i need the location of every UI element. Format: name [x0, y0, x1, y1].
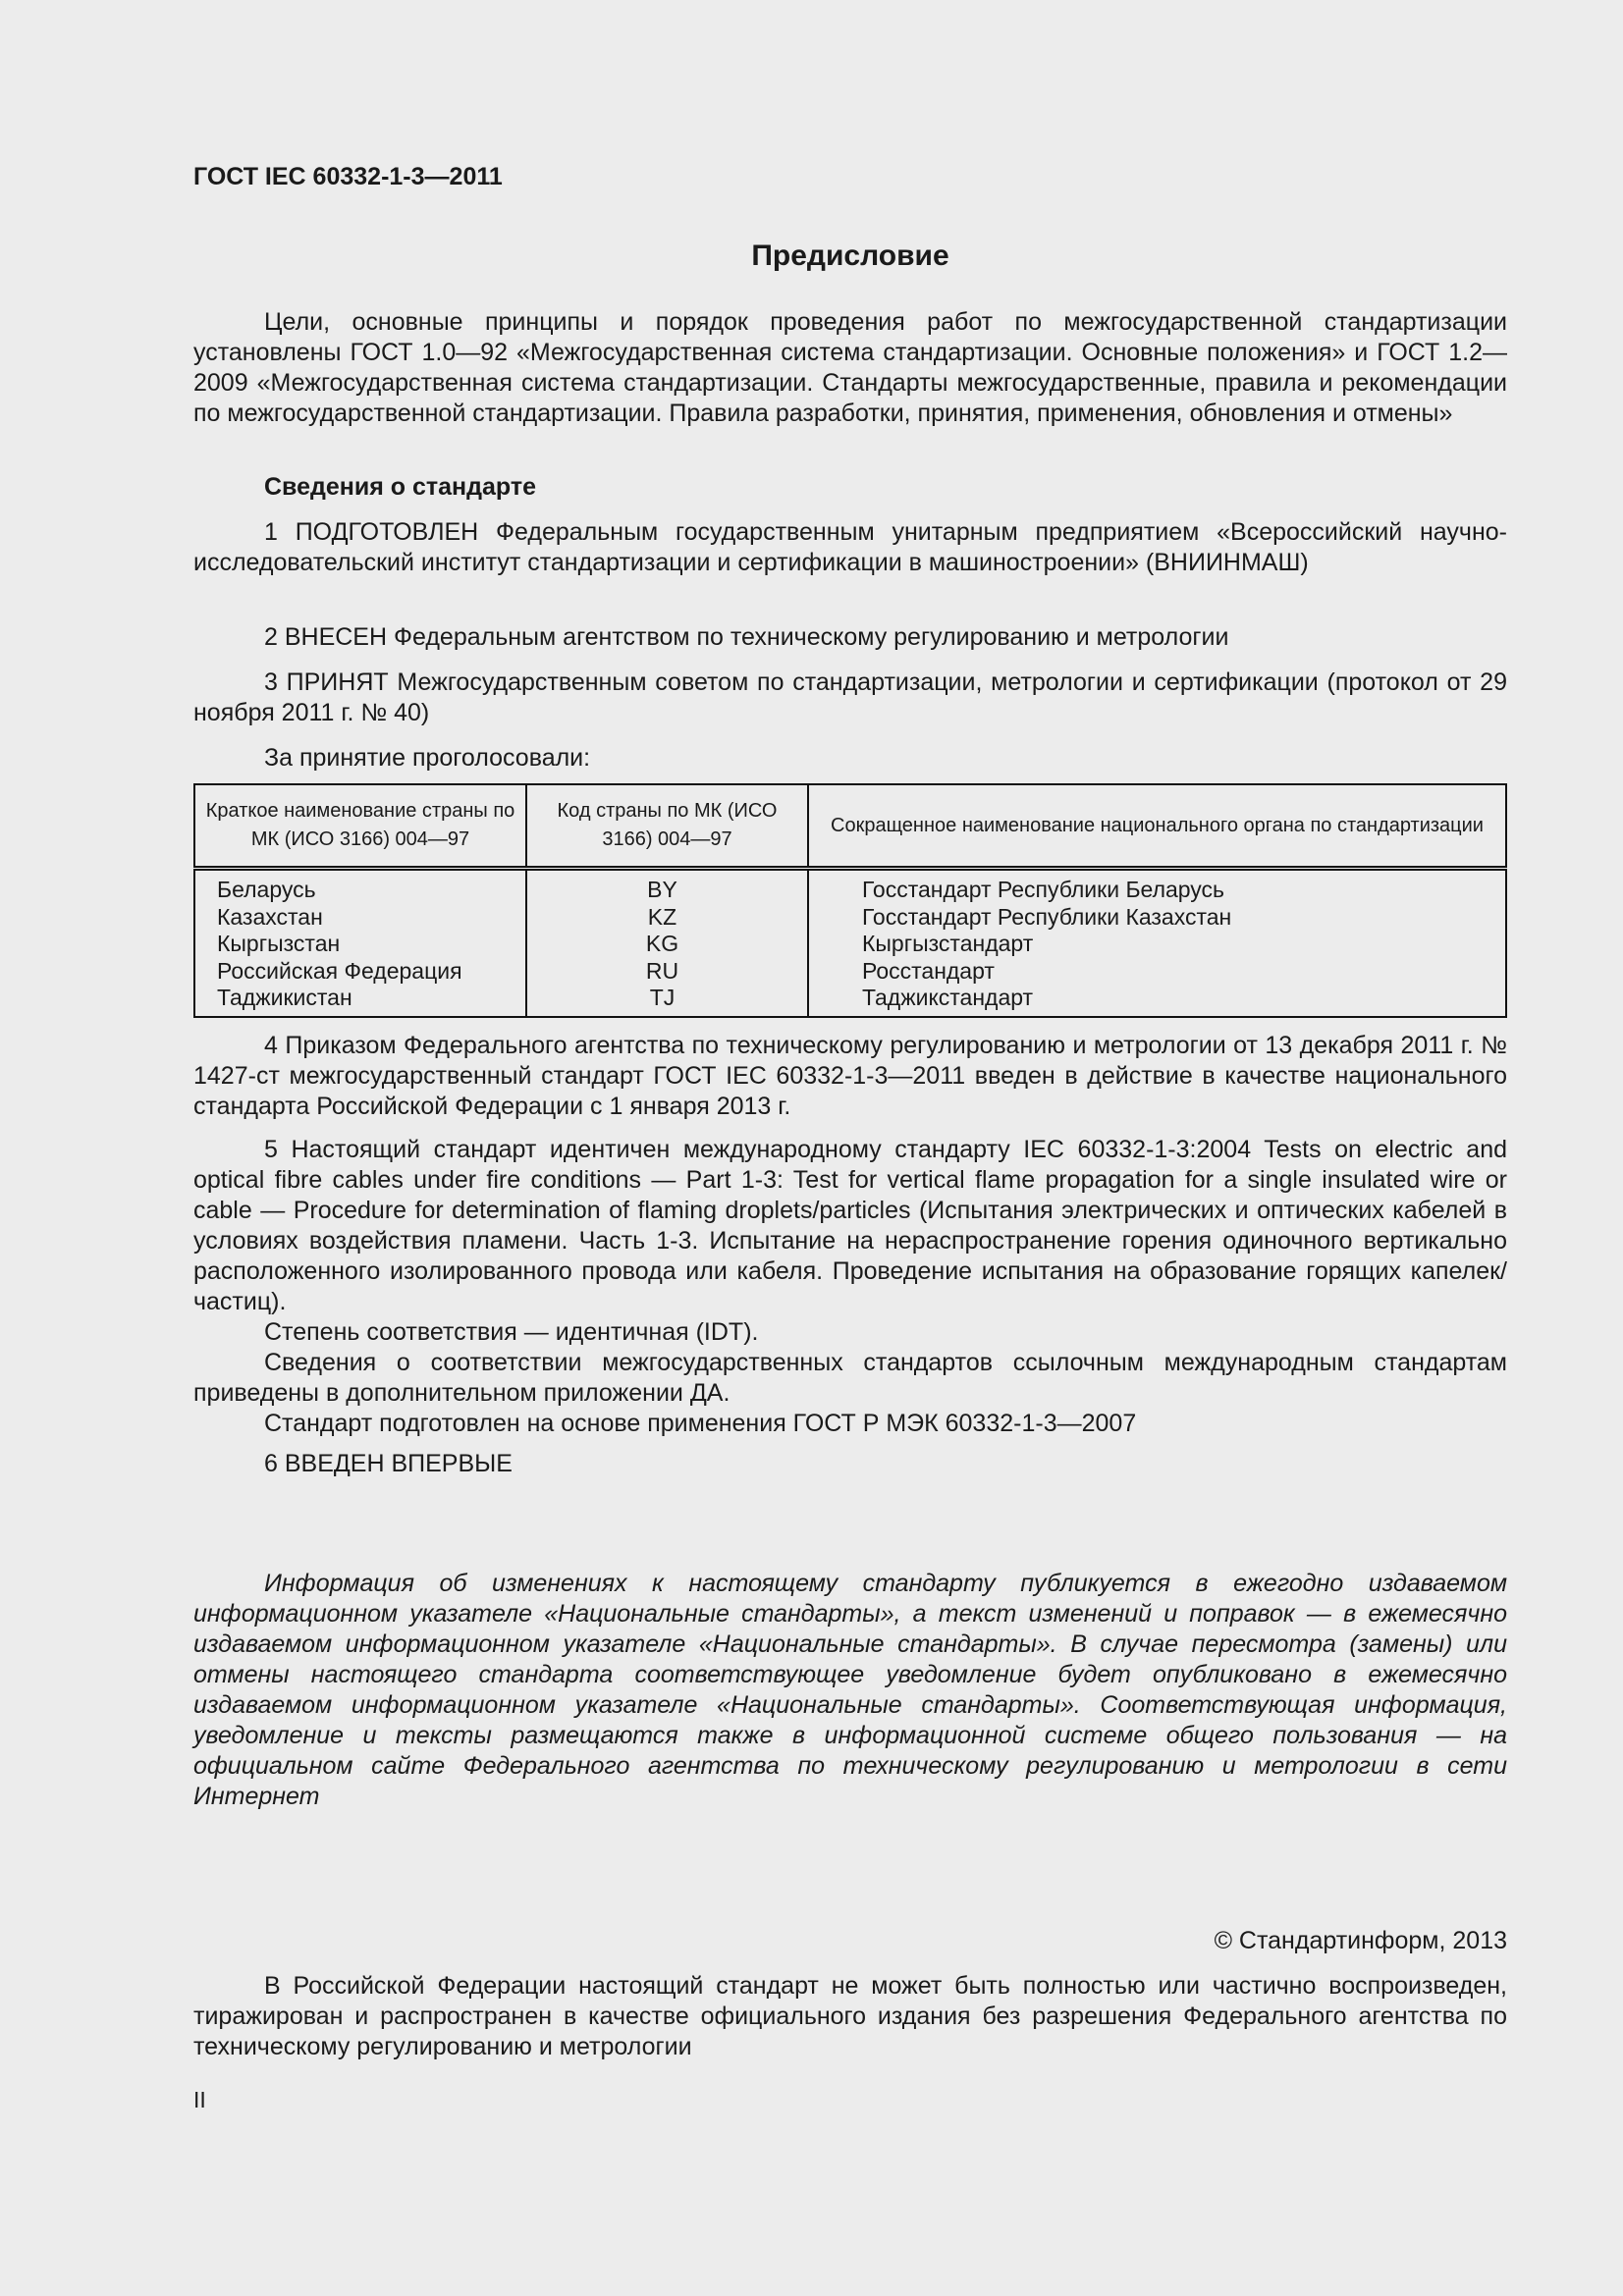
item-4-order: 4 Приказом Федерального агентства по техническому регулированию и метрологии от 13 декабря 2011 г. № 1427-ст межгосударственный стандарт ГОСТ IEC 60332-1-3—2011 введен в действие в качестве национального стандарта Российской Федерации с 1 января 2013 г. — [193, 1032, 1507, 1120]
table-cell-code: KZ — [647, 903, 677, 930]
code-column — [526, 869, 808, 1017]
table-cell-authority: Госстандарт Республики Казахстан — [862, 903, 1232, 930]
country-column — [194, 869, 526, 1017]
item-5-identity: 5 Настоящий стандарт идентичен международному стандарту IEC 60332-1-3:2004 Tests on electric and optical fibre cables under fire conditions — Part 1-3: Test for vertical flame propagation for a single insulated wire or cable — Procedure for determination of flaming droplets/particles (Испытания электрических и оптических кабелей в условиях воздействия пламени. Часть 1-3. Испытание на нераспространение горения одиночного вертикально расположенного изолированного провода или кабеля. Проведение испытания на образование горящих капелек/частиц). — [193, 1136, 1507, 1315]
item-5-block — [193, 1135, 1507, 1439]
table-cell-country: Кыргызстан — [217, 931, 341, 956]
item-3-block — [193, 667, 1507, 728]
voted-label-block — [193, 743, 1507, 774]
table-cell-code: KG — [645, 931, 679, 956]
reproduction-notice: В Российской Федерации настоящий стандарт не может быть полностью или частично воспроизведен, тиражирован и распространен в качестве официального издания без разрешения Федерального агентства по техническому регулированию и метрологии — [193, 1972, 1507, 2060]
voted-label: За принятие проголосовали: — [264, 744, 591, 772]
item-5-degree: Степень соответствия — идентичная (IDT). — [264, 1318, 759, 1346]
document-id: ГОСТ IEC 60332-1-3—2011 — [193, 163, 503, 190]
item-2-submitted: 2 ВНЕСЕН Федеральным агентством по техническому регулированию и метрологии — [264, 623, 1229, 651]
intro-paragraph: Цели, основные принципы и порядок проведения работ по межгосударственной стандартизации установлены ГОСТ 1.0—92 «Межгосударственная система стандартизации. Основные положения» и ГОСТ 1.2—2009 «Межгосударственная система стандартизации. Стандарты межгосударственные, правила и рекомендации по межгосударственной стандартизации. Правила разработки, принятия, применения, обновления и отмены» — [193, 308, 1507, 427]
item-6-introduced: 6 ВВЕДЕН ВПЕРВЫЕ — [264, 1450, 513, 1477]
item-6-block — [193, 1449, 1507, 1479]
page-number: II — [193, 2087, 206, 2112]
reproduction-block — [193, 1971, 1507, 2062]
table-cell-country: Таджикистан — [217, 985, 352, 1010]
authority-column — [808, 869, 1506, 1017]
table-header-row — [194, 784, 1506, 869]
item-3-adopted: 3 ПРИНЯТ Межгосударственным советом по стандартизации, метрологии и сертификации (протокол от 29 ноября 2011 г. № 40) — [193, 668, 1507, 726]
item-5-basis: Стандарт подготовлен на основе применения ГОСТ Р МЭК 60332-1-3—2007 — [264, 1410, 1137, 1437]
item-5-references: Сведения о соответствии межгосударственных стандартов ссылочным международным стандартам приведены в дополнительном приложении ДА. — [193, 1349, 1507, 1407]
standard-info-heading-block — [193, 472, 1507, 503]
column-header-authority: Сокращенное наименование национального органа по стандартизации — [808, 784, 1506, 869]
table-cell-code: BY — [647, 877, 677, 902]
notice-block — [193, 1569, 1507, 1812]
standard-info-heading: Сведения о стандарте — [264, 473, 537, 501]
table-cell-authority: Госстандарт Республики Беларусь — [862, 877, 1225, 902]
table-cell-country: Российская Федерация — [217, 957, 462, 984]
changes-notice: Информация об изменениях к настоящему стандарту публикуется в ежегодно издаваемом информационном указателе «Национальные стандарты», а текст изменений и поправок — в ежемесячно издаваемом информационном указателе «Национальные стандарты». В случае пересмотра (замены) или отмены настоящего стандарта соответствующее уведомление будет опубликовано в ежемесячно издаваемом информационном указателе «Национальные стандарты». Соответствующая информация, уведомление и тексты размещаются также в информационной системе общего пользования — на официальном сайте Федерального агентства по техническому регулированию и метрологии в сети Интернет — [193, 1570, 1507, 1810]
table-cell-code: RU — [645, 957, 679, 984]
item-2-block — [193, 622, 1507, 653]
table-cell-authority: Кыргызстандарт — [862, 931, 1034, 956]
table-cell-country: Казахстан — [217, 903, 323, 930]
item-4-block — [193, 1031, 1507, 1122]
copyright: © Стандартинформ, 2013 — [1214, 1927, 1507, 1954]
table-cell-authority: Таджикстандарт — [862, 985, 1034, 1010]
voting-countries-table — [193, 783, 1507, 1018]
intro-paragraph-block — [193, 307, 1507, 429]
table-cell-code: TJ — [649, 985, 676, 1010]
item-1-block — [193, 517, 1507, 578]
column-header-code: Код страны по МК (ИСО 3166) 004—97 — [526, 784, 808, 869]
table-cell-country: Беларусь — [217, 877, 316, 902]
column-header-country: Краткое наименование страны по МК (ИСО 3166) 004—97 — [194, 784, 526, 869]
item-1-prepared: 1 ПОДГОТОВЛЕН Федеральным государственным унитарным предприятием «Всероссийский научно-исследовательский институт стандартизации и сертификации в машиностроении» (ВНИИНМАШ) — [193, 518, 1507, 576]
table-cell-authority: Росстандарт — [862, 957, 995, 984]
table-body-row — [194, 869, 1506, 1017]
section-title: Предисловие — [751, 240, 949, 272]
